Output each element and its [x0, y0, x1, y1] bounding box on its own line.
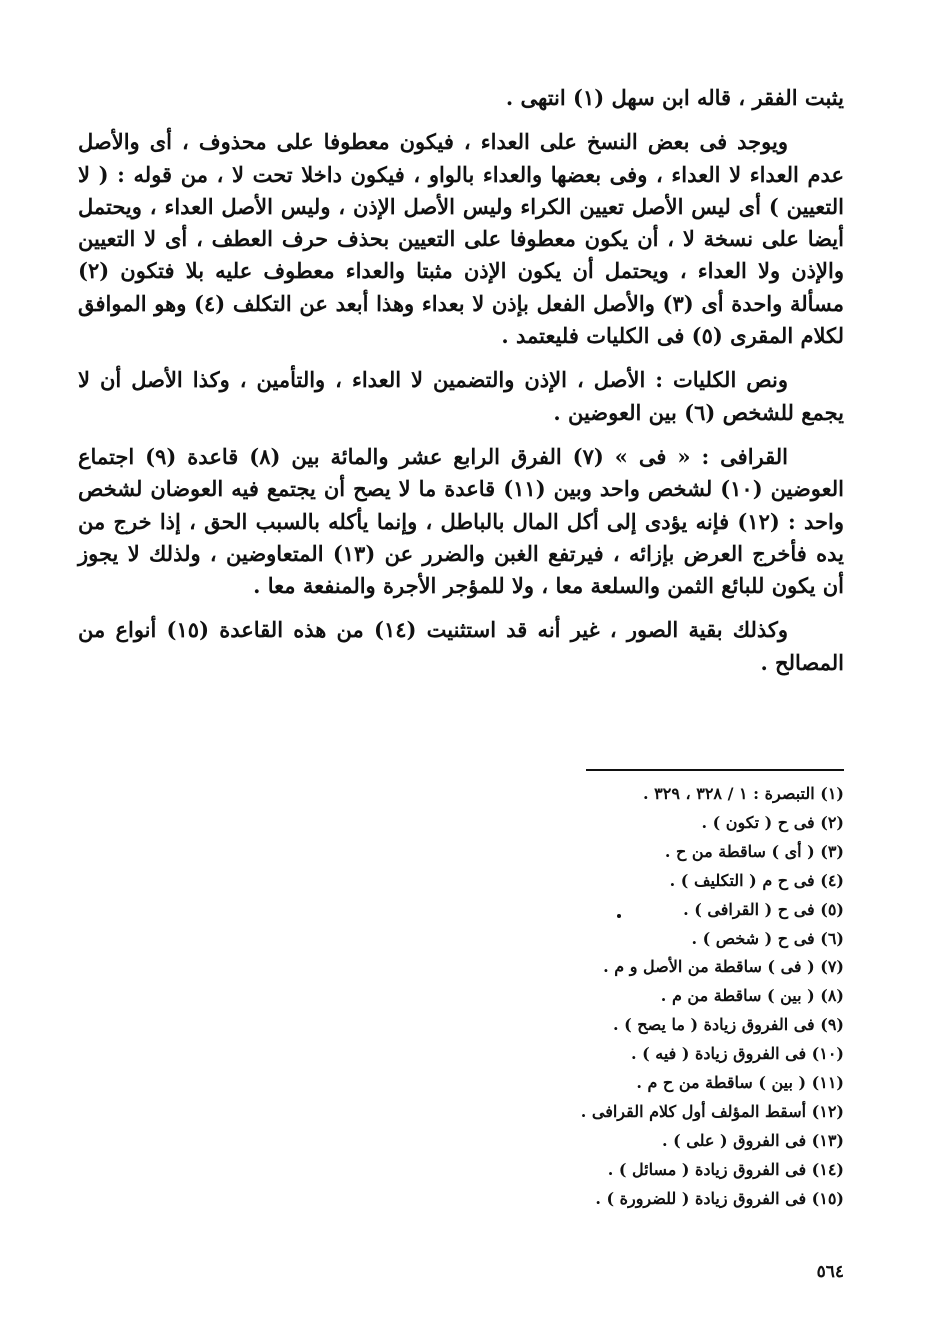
footnote: (٣) ( أى ) ساقطة من ح .	[664, 841, 844, 861]
footnote: (٧) ( فى ) ساقطة من الأصل و م .	[603, 957, 844, 977]
footnote: (١٢) أسقط المؤلف أول كلام القرافى .	[580, 1101, 844, 1121]
footnote: (٦) فى ح ( شخص ) .	[691, 928, 844, 948]
footnote: (٥) فى ح ( القرافى ) .	[683, 899, 844, 919]
paragraph-1: يثبت الفقر ، قاله ابن سهل (١) انتهى .	[505, 85, 844, 110]
footnote: (١١) ( بين ) ساقطة من ح م .	[636, 1073, 844, 1093]
footnote-divider	[586, 769, 844, 771]
footnote: (١٥) فى الفروق زيادة ( للضرورة ) .	[595, 1188, 844, 1208]
footnote: (١٠) فى الفروق زيادة ( فيه ) .	[630, 1044, 844, 1064]
footnote: (١) التبصرة : ١ / ٣٢٨ ، ٣٢٩ .	[642, 784, 844, 803]
footnote: (٩) فى الفروق زيادة ( ما يصح ) .	[612, 1015, 844, 1035]
stray-dot	[617, 914, 621, 918]
paragraph-2: ويوجد فى بعض النسخ على العداء ، فيكون معطوفا على محذوف ، أى والأصل عدم العداء لا العداء ، وفى بعضها والعداء بالواو ، فيكون داخلا تحت لا ، من قوله : ( لا التعيين ) أى ليس الأصل تعيين الكراء وليس الأصل الإذن ، وليس الأصل العداء ، ويحتمل أيضا على نسخة لا ، أن يكون معطوفا على التعيين بحذف حرف العطف ، أى لا التعيين والإذن ولا العداء ، ويحتمل أن يكون الإذن مثبتا والعداء معطوف عليه بلا فتكون (٢) مسألة واحدة أى (٣) والأصل الفعل بإذن لا بعداء وهذا أبعد عن التكلف (٤) وهو الموافق لكلام المقرى (٥) فى الكليات فليعتمد .	[78, 129, 844, 349]
page-number: ٥٦٤	[816, 1262, 844, 1282]
footnote: (١٤) فى الفروق زيادة ( مسائل ) .	[607, 1159, 844, 1179]
paragraph-4: القرافى : « فى » (٧) الفرق الرابع عشر والمائة بين (٨) قاعدة (٩) اجتماع العوضين (١٠) لشخص واحد وبين (١١) قاعدة ما لا يصح أن يجتمع فيه العوضان لشخص واحد : (١٢) فإنه يؤدى إلى أكل المال بالباطل ، وإنما يأكله بالسبب الحق ، إذا خرج من يده فأخرج العرض بإزائه ، فيرتفع الغبن والضرر عن (١٣) المتعاوضين ، ولذلك لا يجوز أن يكون للبائع الثمن والسلعة معا ، ولا للمؤجر الأجرة والمنفعة معا .	[78, 443, 844, 599]
footnotes	[500, 780, 844, 1214]
main-text	[78, 82, 844, 691]
footnote: (٤) فى ح م ( التكليف ) .	[669, 870, 844, 890]
footnote: (٨) ( بين ) ساقطة من م .	[660, 986, 844, 1006]
footnote: (٢) فى ح ( تكون ) .	[701, 812, 844, 832]
paragraph-5: وكذلك بقية الصور ، غير أنه قد استثنيت (١٤) من هذه القاعدة (١٥) أنواع من المصالح .	[78, 617, 844, 675]
paragraph-3: ونص الكليات : الأصل ، الإذن والتضمين لا العداء ، والتأمين ، وكذا الأصل أن لا يجمع للشخص (٦) بين العوضين .	[78, 367, 844, 425]
footnote: (١٣) فى الفروق ( على ) .	[661, 1130, 844, 1150]
